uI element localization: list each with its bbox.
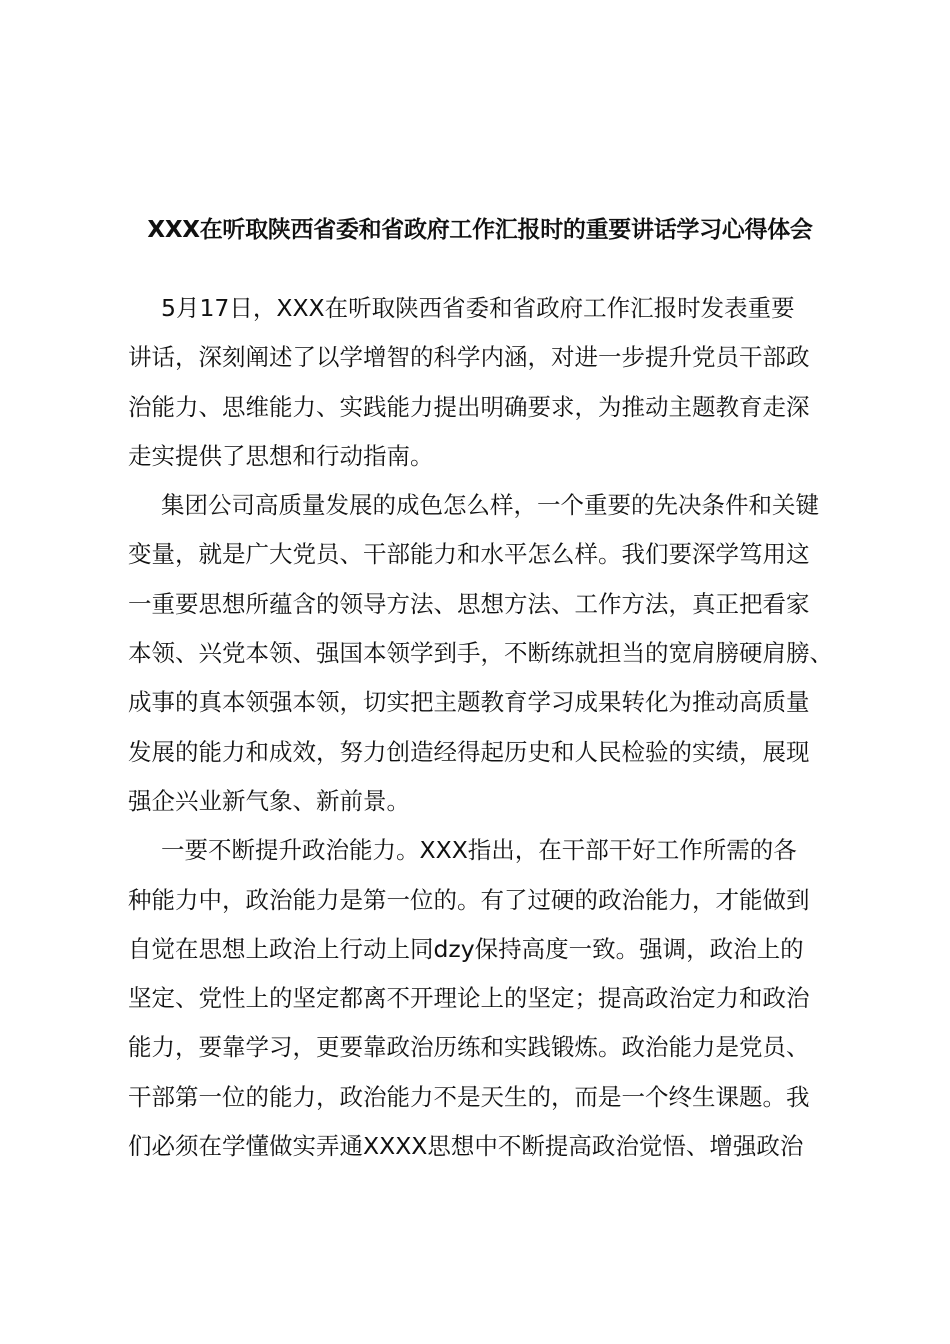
document-body [128,284,834,1171]
paragraph-1 [128,284,834,481]
paragraph-line: 5月17日，XXX在听取陕西省委和省政府工作汇报时发表重要 [161,294,795,322]
paragraph-line: 治能力、思维能力、实践能力提出明确要求，为推动主题教育走深 [128,392,810,421]
paragraph-line: 走实提供了思想和行动指南。 [128,441,434,470]
paragraph-line: 成事的真本领强本领，切实把主题教育学习成果转化为推动高质量 [128,688,810,717]
paragraph-line: 本领、兴党本领、强国本领学到手，不断练就担当的宽肩膀硬肩膀、 [128,639,833,668]
paragraph-line: 们必须在学懂做实弄通XXXX思想中不断提高政治觉悟、增强政治 [128,1132,804,1161]
paragraph-3 [128,826,834,1171]
paragraph-line: 发展的能力和成效，努力创造经得起历史和人民检验的实绩，展现 [128,737,810,766]
document-title: XXX在听取陕西省委和省政府工作汇报时的重要讲话学习心得体会 [147,217,813,243]
paragraph-line: 讲话，深刻阐述了以学增智的科学内涵，对进一步提升党员干部政 [128,343,810,372]
paragraph-line: 集团公司高质量发展的成色怎么样，一个重要的先决条件和关键 [161,491,819,520]
paragraph-line: 一要不断提升政治能力。XXX指出，在干部干好工作所需的各 [161,836,797,865]
paragraph-line: 变量，就是广大党员、干部能力和水平怎么样。我们要深学笃用这 [128,540,810,569]
paragraph-line: 坚定、党性上的坚定都离不开理论上的坚定；提高政治定力和政治 [128,984,810,1013]
paragraph-line: 能力，要靠学习，更要靠政治历练和实践锻炼。政治能力是党员、 [128,1033,810,1062]
paragraph-line: 种能力中，政治能力是第一位的。有了过硬的政治能力，才能做到 [128,885,810,914]
paragraph-line: 自觉在思想上政治上行动上同dzy保持高度一致。强调，政治上的 [128,934,804,963]
paragraph-line: 一重要思想所蕴含的领导方法、思想方法、工作方法，真正把看家 [128,589,810,618]
paragraph-line: 强企兴业新气象、新前景。 [128,786,410,815]
paragraph-2 [128,481,834,826]
paragraph-line: 干部第一位的能力，政治能力不是天生的，而是一个终生课题。我 [128,1082,810,1111]
